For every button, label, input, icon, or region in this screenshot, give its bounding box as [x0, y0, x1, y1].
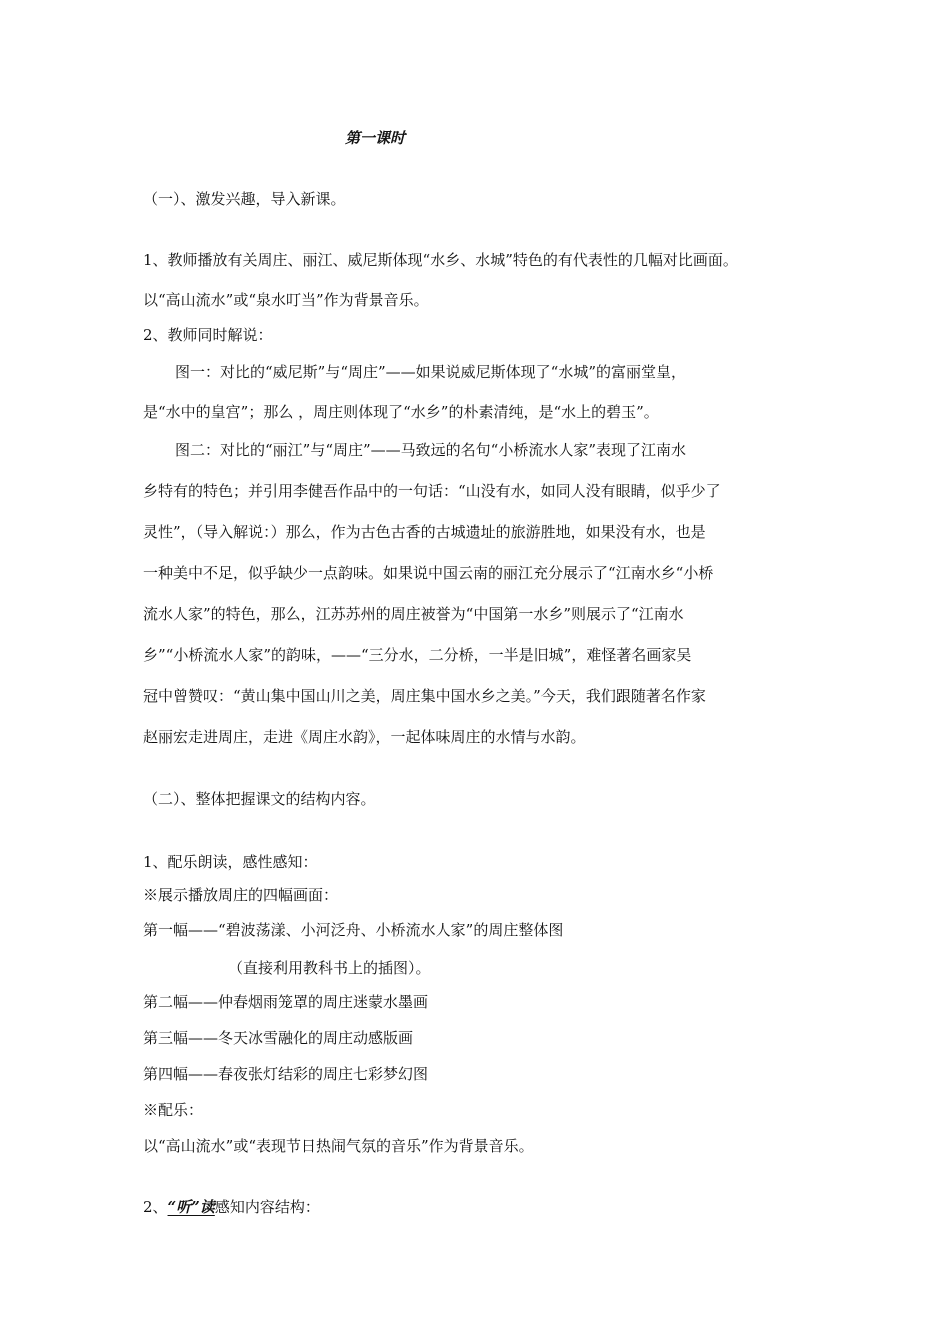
paragraph-line: 2、教师同时解说： [143, 326, 273, 344]
page-title: 第一课时 [345, 129, 406, 147]
paragraph-line: 以“高山流水”或“表现节日热闹气氛的音乐”作为背景音乐。 [143, 1137, 534, 1155]
paragraph-line: 流水人家”的特色，那么，江苏苏州的周庄被誉为“中国第一水乡”则展示了“江南水 [143, 605, 684, 623]
paragraph-line: 冠中曾赞叹：“黄山集中国山川之美，周庄集中国水乡之美。”今天，我们跟随著名作家 [143, 687, 706, 705]
paragraph-line: 是“水中的皇宫”；那么 ，周庄则体现了“水乡”的朴素清纯，是“水上的碧玉”。 [143, 403, 659, 421]
paragraph-line: ※展示播放周庄的四幅画面： [143, 886, 339, 904]
paragraph-line: 乡”“小桥流水人家”的韵味，——“三分水，二分桥，一半是旧城”，难怪著名画家吴 [143, 646, 692, 664]
item-number: 2、 [143, 1198, 168, 1216]
list-item-note: （直接利用教科书上的插图）。 [228, 959, 431, 977]
paragraph-line [143, 1197, 320, 1217]
list-item: 第二幅——仲春烟雨笼罩的周庄迷蒙水墨画 [143, 993, 429, 1011]
paragraph-line: 赵丽宏走进周庄，走进《周庄水韵》，一起体味周庄的水情与水韵。 [143, 728, 586, 746]
emphasized-text: “听”读 [167, 1198, 215, 1216]
item-text: 感知内容结构： [214, 1198, 320, 1216]
paragraph-line: 1、教师播放有关周庄、丽江、威尼斯体现“水乡、水城”特色的有代表性的几幅对比画面。 [143, 251, 738, 269]
section2-heading: （二）、整体把握课文的结构内容。 [143, 790, 376, 808]
paragraph-line: 1、配乐朗读，感性感知： [143, 853, 318, 871]
paragraph-line: 灵性”，（导入解说：）那么，作为古色古香的古城遗址的旅游胜地，如果没有水，也是 [143, 523, 706, 541]
list-item: 第一幅——“碧波荡漾、小河泛舟、小桥流水人家”的周庄整体图 [143, 921, 564, 939]
list-item: 第三幅——冬天冰雪融化的周庄动感版画 [143, 1029, 414, 1047]
paragraph-line: 以“高山流水”或“泉水叮当”作为背景音乐。 [143, 291, 429, 309]
paragraph-line: 图二：对比的“丽江”与“周庄”——马致远的名句“小桥流水人家”表现了江南水 [175, 441, 687, 459]
section1-heading: （一）、激发兴趣，导入新课。 [143, 190, 346, 208]
paragraph-line: 一种美中不足，似乎缺少一点韵味。如果说中国云南的丽江充分展示了“江南水乡“小桥 [143, 564, 714, 582]
paragraph-line: ※配乐： [143, 1101, 204, 1119]
paragraph-line: 图一：对比的“威尼斯”与“周庄”——如果说威尼斯体现了“水城”的富丽堂皇， [175, 363, 687, 381]
list-item: 第四幅——春夜张灯结彩的周庄七彩梦幻图 [143, 1065, 429, 1083]
paragraph-line: 乡特有的特色；并引用李健吾作品中的一句话：“山没有水，如同人没有眼睛，似乎少了 [143, 482, 721, 500]
